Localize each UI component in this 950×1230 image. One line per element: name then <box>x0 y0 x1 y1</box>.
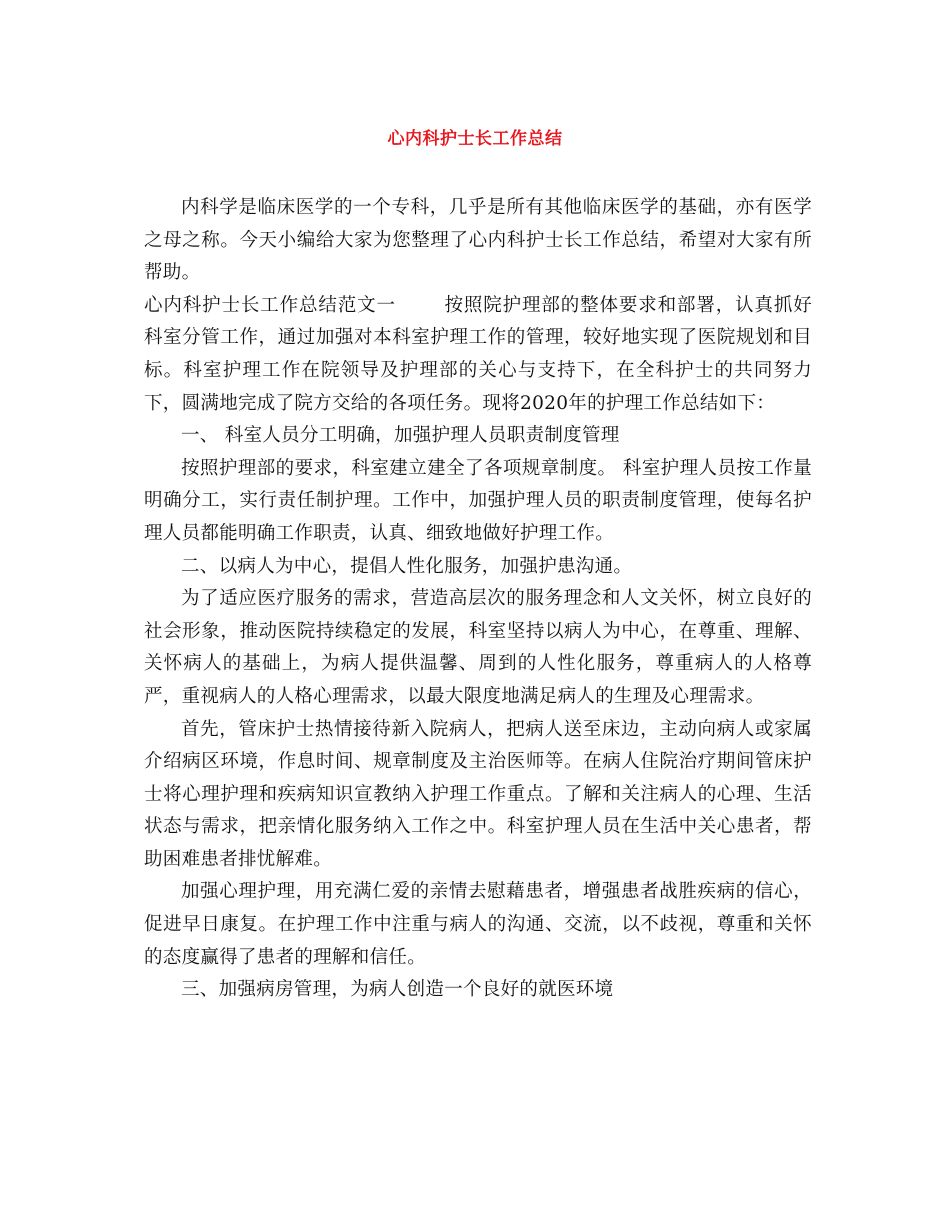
document-title: 心内科护士长工作总结 <box>387 129 563 149</box>
section2-heading: 二、以病人为中心，提倡人性化服务，加强护患沟通。 <box>181 555 633 577</box>
intro-paragraph: 内科学是临床医学的一个专科，几乎是所有其他临床医学的基础，亦有医学之母之称。今天小编给大家为您整理了心内科护士长工作总结，希望对大家有所帮助。 <box>144 197 812 284</box>
document-body <box>144 192 812 1007</box>
section2-paragraph-3: 加强心理护理，用充满仁爱的亲情去慰藉患者，增强患者战胜疾病的信心，促进早日康复。在护理工作中注重与病人的沟通、交流，以不歧视，尊重和关怀的态度赢得了患者的理解和信任。 <box>144 881 812 968</box>
section3-heading: 三、加强病房管理，为病人创造一个良好的就医环境 <box>181 979 614 1001</box>
section2-paragraph-2: 首先，管床护士热情接待新入院病人，把病人送至床边，主动向病人或家属介绍病区环境，作息时间、规章制度及主治医师等。在病人住院治疗期间管床护士将心理护理和疾病知识宣教纳入护理工作重点。了解和关注病人的心理、生活状态与需求，把亲情化服务纳入工作之中。科室护理人员在生活中关心患者，帮助困难患者排忧解难。 <box>144 718 812 870</box>
section1-paragraph: 按照护理部的要求，科室建立建全了各项规章制度。 科室护理人员按工作量明确分工，实行责任制护理。工作中，加强护理人员的职责制度管理，使每名护理人员都能明确工作职责，认真、细致地做好护理工作。 <box>144 457 812 544</box>
section1-heading: 一、 科室人员分工明确，加强护理人员职责制度管理 <box>181 425 620 447</box>
sample-paragraph <box>144 290 812 420</box>
sample-first-text: 按照院护理部的整体要求和部署，认真抓好科室分管工作，通过加强对本科室护理工作的管理，较好地实现了医院规划和目标。科室护理工作在院领导及护理部的关心与支持下，在全科护士的共同努力下，圆满地完成了院方交给的各项任务。现将2020年的护理工作总结如下： <box>144 294 812 414</box>
section2-paragraph-1: 为了适应医疗服务的需求，营造高层次的服务理念和人文关怀，树立良好的社会形象，推动医院持续稳定的发展，科室坚持以病人为中心，在尊重、理解、关怀病人的基础上，为病人提供温馨、周到的人性化服务，尊重病人的人格尊严，重视病人的人格心理需求，以最大限度地满足病人的生理及心理需求。 <box>144 588 812 707</box>
sample-heading: 心内科护士长工作总结范文一 <box>144 294 396 316</box>
